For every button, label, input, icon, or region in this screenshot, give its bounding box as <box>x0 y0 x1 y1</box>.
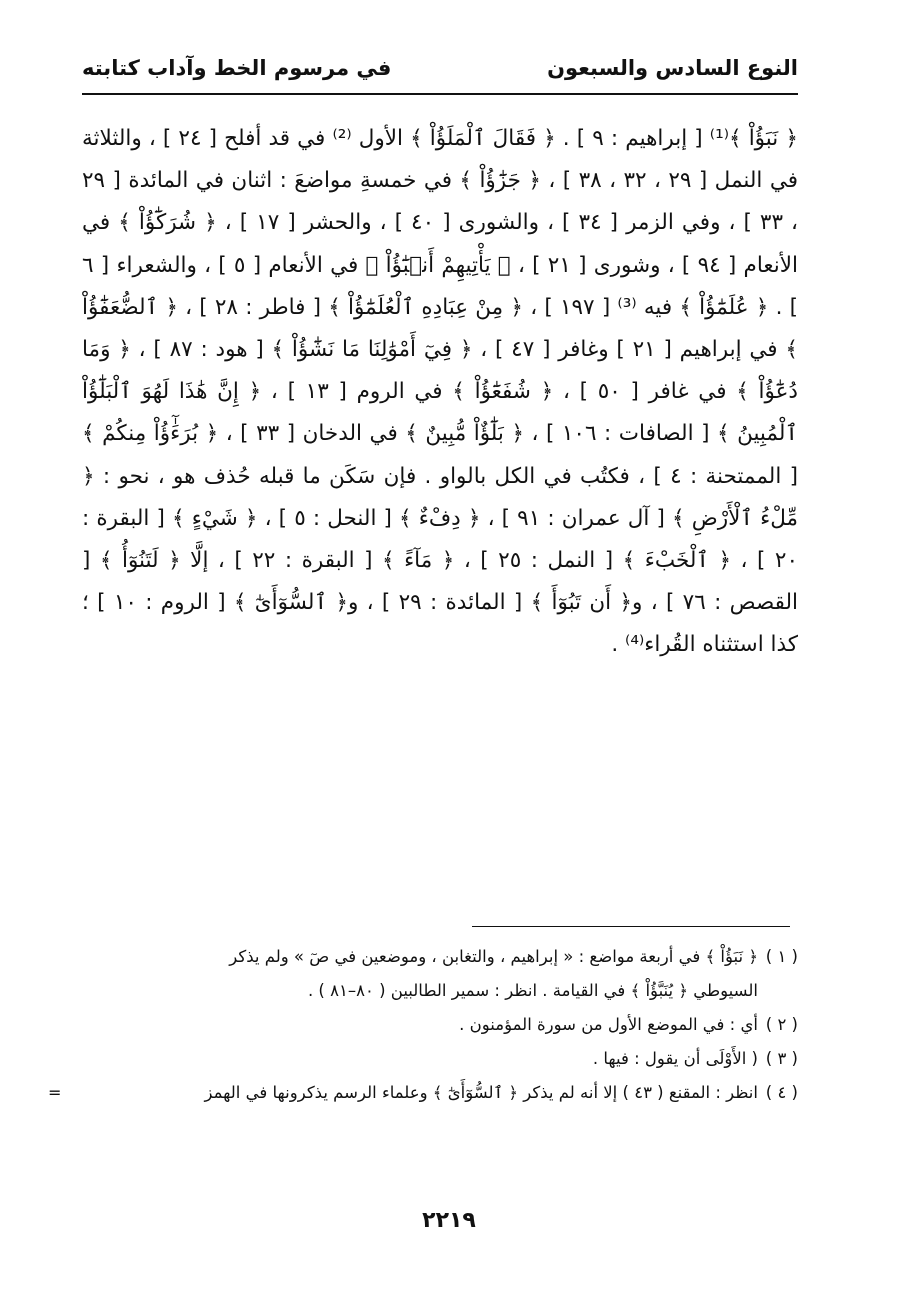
footnote-text: السيوطي ﴿ يُنَبَّؤُاْ ﴾ في القيامة . انظر : سمير الطالبين ( ٨٠–٨١ ) . <box>307 981 758 1000</box>
footnote-4 <box>48 1076 798 1110</box>
main-text <box>82 118 798 667</box>
running-header <box>82 52 798 92</box>
continued-mark: = <box>48 1083 62 1102</box>
footnote-number: ( ٤ ) <box>765 1083 798 1102</box>
chapter-title: النوع السادس والسبعون <box>547 56 798 80</box>
footnote-divider <box>472 926 790 927</box>
footnote-number: ( ٣ ) <box>765 1049 798 1068</box>
footnotes <box>48 940 798 1110</box>
footnote-3 <box>78 1042 798 1076</box>
footnote-number: ( ٢ ) <box>765 1015 798 1034</box>
page-number: ٢٢١٩ <box>422 1208 476 1233</box>
footnote-1-continuation <box>78 974 798 1008</box>
section-title: في مرسوم الخط وآداب كتابته <box>82 56 392 80</box>
footnote-text: انظر : المقنع ( ٤٣ ) إلا أنه لم يذكر ﴿ ٱلسُّوٓأَىٰٓ ﴾ وعلماء الرسم يذكرونها في الهمز <box>204 1083 758 1102</box>
footnote-text: ( الأَوْلَى أن يقول : فيها . <box>592 1049 758 1068</box>
footnote-text: ﴿ نَبَؤُاْ ﴾ في أربعة مواضع : « إبراهيم ، والتغابن ، وموضعين في صٓ » ولم يذكر <box>229 947 758 966</box>
footnote-2 <box>78 1008 798 1042</box>
header-divider <box>82 93 798 95</box>
main-paragraph: ﴿ نَبَؤُاْ ﴾⁽¹⁾ [ إبراهيم : ٩ ] . ﴿ فَقَالَ ٱلْمَلَؤُاْ ﴾ الأول ⁽²⁾ في قد أفلح [ ٢٤ ] ، والثلاثة في النمل [ ٢٩ ، ٣٢ ، ٣٨ ] ، ﴿ جَزَٰٓؤُاْ ﴾ في خمسةِ مواضعَ : اثنان في المائدة [ ٢٩ ، ٣٣ ] ، وفي الزمر [ ٣٤ ] ، والشورى [ ٤٠ ] ، والحشر [ ١٧ ] ، ﴿ شُرَكَٰٓؤُاْ ﴾ في الأنعام [ ٩٤ ] ، وشورى [ ٢١ ] ، ﴿ يَأْتِيهِمْ أَنۢبَٰٓؤُاْ ﴾ في الأنعام [ ٥ ] ، والشعراء [ ٦ ] . ﴿ عُلَمَٰٓؤُاْ ﴾ فيه ⁽³⁾ [ ١٩٧ ] ، ﴿ مِنْ عِبَادِهِ ٱلْعُلَمَٰٓؤُاْ ﴾ [ فاطر : ٢٨ ] ، ﴿ ٱلضُّعَفَٰٓؤُاْ ﴾ في إبراهيم [ ٢١ ] وغافر [ ٤٧ ] ، ﴿ فِيٓ أَمْوَٰلِنَا مَا نَشَٰٓؤُاْ ﴾ [ هود : ٨٧ ] ، ﴿ وَمَا دُعَٰٓؤُاْ ﴾ في غافر [ ٥٠ ] ، ﴿ شُفَعَٰٓؤُاْ ﴾ في الروم [ ١٣ ] ، ﴿ إِنَّ هَٰذَا لَهُوَ ٱلْبَلَٰٓؤُاْ ٱلْمُبِينُ ﴾ [ الصافات : ١٠٦ ] ، ﴿ بَلَٰٓؤٌاْ مُّبِينٌ ﴾ في الدخان [ ٣٣ ] ، ﴿ بُرَءَٰٓؤُاْ مِنكُمْ ﴾ [ الممتحنة : ٤ ] ، فكتُب في الكل بالواو . فإن سَكَن ما قبله حُذف هو ، نحو : ﴿ مِّلْءُ ٱلْأَرْضِ ﴾ [ آل عمران : ٩١ ] ، ﴿ دِفْءٌ ﴾ [ النحل : ٥ ] ، ﴿ شَيْءٍ ﴾ [ البقرة : ٢٠ ] ، ﴿ ٱلْخَبْءَ ﴾ [ النمل : ٢٥ ] ، ﴿ مَآءً ﴾ [ البقرة : ٢٢ ] ، إلَّا ﴿ لَتَنُوٓأُ ﴾ [ القصص : ٧٦ ] ، و﴿ أَن تَبُوٓأَ ﴾ [ المائدة : ٢٩ ] ، و﴿ ٱلسُّوٓأَىٰٓ ﴾ [ الروم : ١٠ ] ؛ كذا استثناه القُراء⁽⁴⁾ . <box>82 126 799 658</box>
footnote-text: أي : في الموضع الأول من سورة المؤمنون . <box>459 1015 758 1034</box>
footnote-1 <box>78 940 798 974</box>
footnote-number: ( ١ ) <box>765 947 798 966</box>
